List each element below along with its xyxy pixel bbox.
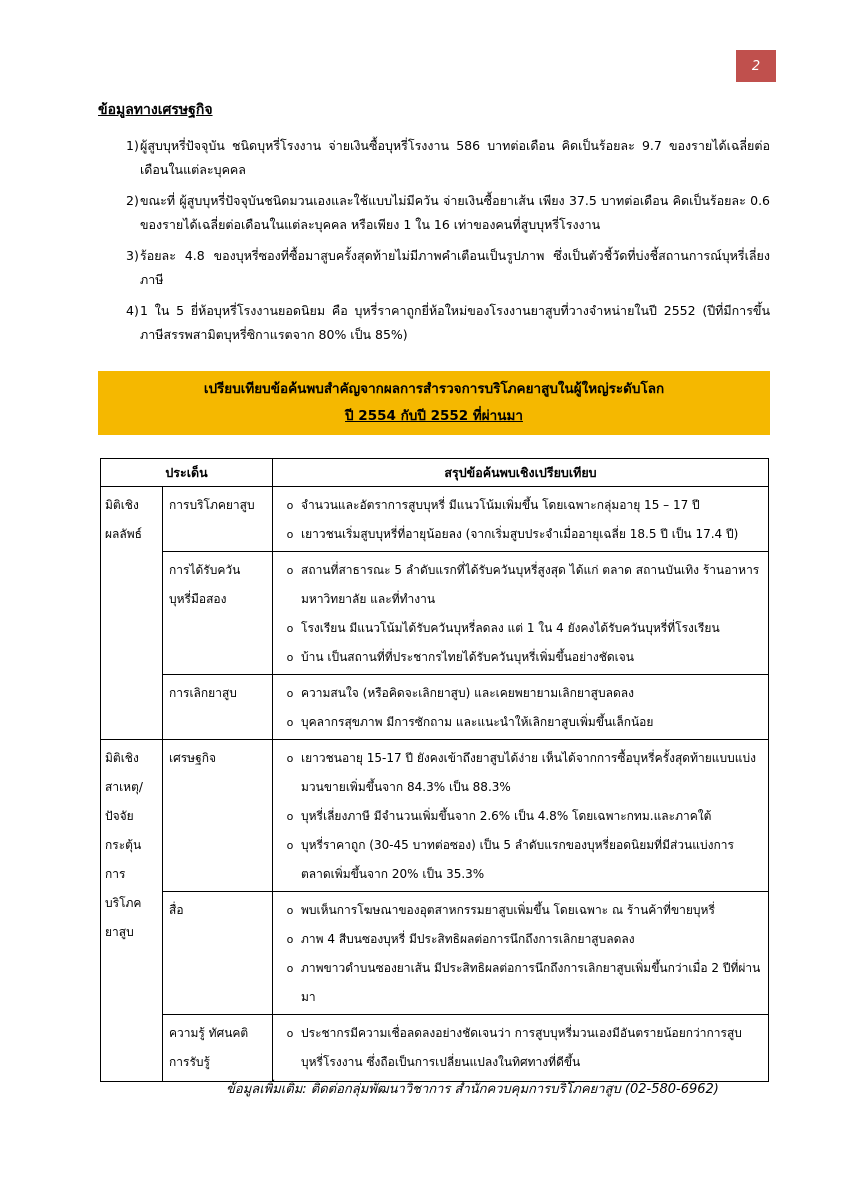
finding-item (279, 802, 762, 831)
comparison-table (100, 458, 769, 1082)
finding-item (279, 1019, 762, 1077)
finding-item (279, 491, 762, 520)
finding-item (279, 614, 762, 643)
bullet-icon: o (286, 564, 294, 577)
bullet-icon: o (286, 839, 294, 852)
bullet-icon: o (286, 716, 294, 729)
bullet-icon: o (286, 622, 294, 635)
table-row (101, 1015, 769, 1082)
finding-text: ประชากรมีความเชื่อลดลงอย่างชัดเจนว่า การสูบบุหรี่มวนเองมีอันตรายน้อยกว่าการสูบบุหรี่โรงงาน ซึ่งถือเป็นการเปลี่ยนแปลงในทิศทางที่ดีขึ้น (301, 1026, 742, 1069)
finding-item (279, 744, 762, 802)
dimension-label-line: มิติเชิง (105, 498, 139, 512)
finding-item (279, 643, 762, 672)
bullet-icon: o (286, 1027, 294, 1040)
dimension-cause-cell (101, 740, 163, 1082)
finding-text: บุหรี่ราคาถูก (30-45 บาทต่อซอง) เป็น 5 ลำดับแรกของบุหรี่ยอดนิยมที่มีส่วนแบ่งการตลาดเพิ่มขึ้นจาก 20% เป็น 35.3% (301, 838, 734, 881)
dimension-label-line: กระตุ้น (105, 838, 142, 852)
page-number: 2 (736, 50, 776, 82)
list-item-number: 4) (126, 303, 139, 318)
findings-cell (273, 740, 769, 892)
table-row (101, 740, 769, 892)
findings-cell (273, 552, 769, 675)
finding-item (279, 954, 762, 1012)
table-row (101, 892, 769, 1015)
topic-label: การเลิกยาสูบ (169, 686, 237, 700)
findings-cell (273, 892, 769, 1015)
finding-text: ความสนใจ (หรือคิดจะเลิกยาสูบ) และเคยพยายามเลิกยาสูบลดลง (301, 686, 634, 700)
topic-label: การบริโภคยาสูบ (169, 498, 255, 512)
dimension-label-line: ยาสูบ (105, 925, 134, 939)
dimension-label-line: มิติเชิง (105, 751, 139, 765)
table-row (101, 487, 769, 552)
table-header-row (101, 459, 769, 487)
finding-text: ภาพขาวดำบนซองยาเส้น มีประสิทธิผลต่อการนึกถึงการเลิกยาสูบเพิ่มขึ้นกว่าเมื่อ 2 ปีที่ผ่านมา (301, 961, 761, 1004)
finding-text: โรงเรียน มีแนวโน้มได้รับควันบุหรี่ลดลง แต่ 1 ใน 4 ยังคงได้รับควันบุหรี่ที่โรงเรียน (301, 621, 720, 635)
table-row (101, 675, 769, 740)
topic-label: บุหรี่มือสอง (169, 592, 227, 606)
bullet-icon: o (286, 904, 294, 917)
banner-title: เปรียบเทียบข้อค้นพบสำคัญจากผลการสำรวจการบริโภคยาสูบในผู้ใหญ่ระดับโลก (203, 381, 665, 397)
findings-cell (273, 1015, 769, 1082)
dimension-label-line: การ (105, 867, 126, 881)
list-item-text: ร้อยละ 4.8 ของบุหรี่ซองที่ซื้อมาสูบครั้งสุดท้ายไม่มีภาพคำเตือนเป็นรูปภาพ ซึ่งเป็นตัวชี้วัดที่บ่งชี้สถานการณ์บุหรี่เลี่ยงภาษี (140, 248, 770, 287)
finding-item (279, 520, 762, 549)
list-item-number: 3) (126, 248, 139, 263)
topic-cell (163, 675, 273, 740)
findings-cell (273, 487, 769, 552)
finding-item (279, 708, 762, 737)
list-item-text: ผู้สูบบุหรี่ปัจจุบัน ชนิดบุหรี่โรงงาน จ่ายเงินซื้อบุหรี่โรงงาน 586 บาทต่อเดือน คิดเป็นร้อยละ 9.7 ของรายได้เฉลี่ยต่อเดือนในแต่ละบุคคล (140, 138, 770, 177)
dimension-label-line: บริโภค (105, 896, 142, 910)
list-item-text: 1 ใน 5 ยี่ห้อบุหรี่โรงงานยอดนิยม คือ บุหรี่ราคาถูกยี่ห้อใหม่ของโรงงานยาสูบที่วางจำหน่ายในปี 2552 (ปีที่มีการขึ้นภาษีสรรพสามิตบุหรี่ซิกาแรตจาก 80% เป็น 85%) (140, 303, 770, 342)
header-issue: ประเด็น (101, 459, 273, 487)
header-summary: สรุปข้อค้นพบเชิงเปรียบเทียบ (273, 459, 769, 487)
finding-item (279, 925, 762, 954)
dimension-outcome-cell (101, 487, 163, 740)
topic-label: เศรษฐกิจ (169, 751, 216, 765)
topic-cell (163, 1015, 273, 1082)
list-item (98, 244, 770, 292)
dimension-label-line: ปัจจัย (105, 809, 134, 823)
finding-text: บุคลากรสุขภาพ มีการซักถาม และแนะนำให้เลิกยาสูบเพิ่มขึ้นเล็กน้อย (301, 715, 654, 729)
topic-cell (163, 487, 273, 552)
bullet-icon: o (286, 752, 294, 765)
finding-text: บุหรี่เลี่ยงภาษี มีจำนวนเพิ่มขึ้นจาก 2.6% เป็น 4.8% โดยเฉพาะกทม.และภาคใต้ (301, 809, 712, 823)
footer-contact-note: ข้อมูลเพิ่มเติม: ติดต่อกลุ่มพัฒนาวิชาการ สำนักควบคุมการบริโภคยาสูบ (02-580-6962) (226, 1082, 719, 1097)
topic-label: การได้รับควัน (169, 563, 241, 577)
bullet-icon: o (286, 810, 294, 823)
economic-list (98, 134, 770, 354)
list-item (98, 299, 770, 347)
bullet-icon: o (286, 528, 294, 541)
finding-text: สถานที่สาธารณะ 5 ลำดับแรกที่ได้รับควันบุหรี่สูงสุด ได้แก่ ตลาด สถานบันเทิง ร้านอาหาร มหาวิทยาลัย และที่ทำงาน (301, 563, 760, 606)
banner-subtitle: ปี 2554 กับปี 2552 ที่ผ่านมา (345, 408, 523, 424)
bullet-icon: o (286, 962, 294, 975)
finding-item (279, 896, 762, 925)
list-item (98, 189, 770, 237)
finding-text: เยาวชนอายุ 15-17 ปี ยังคงเข้าถึงยาสูบได้ง่าย เห็นได้จากการซื้อบุหรี่ครั้งสุดท้ายแบบแบ่งมวนขายเพิ่มขึ้นจาก 84.3% เป็น 88.3% (301, 751, 756, 794)
finding-text: เยาวชนเริ่มสูบบุหรี่ที่อายุน้อยลง (จากเริ่มสูบประจำเมื่ออายุเฉลี่ย 18.5 ปี เป็น 17.4 ปี) (301, 527, 739, 541)
list-item-number: 2) (126, 193, 139, 208)
dimension-label-line: ผลลัพธ์ (105, 527, 142, 541)
economic-section-title: ข้อมูลทางเศรษฐกิจ (98, 102, 213, 118)
findings-cell (273, 675, 769, 740)
comparison-banner (98, 371, 770, 435)
table-row (101, 552, 769, 675)
list-item-number: 1) (126, 138, 139, 153)
finding-text: บ้าน เป็นสถานที่ที่ประชากรไทยได้รับควันบุหรี่เพิ่มขึ้นอย่างชัดเจน (301, 650, 634, 664)
finding-item (279, 831, 762, 889)
list-item (98, 134, 770, 182)
finding-item (279, 556, 762, 614)
dimension-label-line: สาเหตุ/ (105, 780, 143, 794)
bullet-icon: o (286, 499, 294, 512)
topic-cell (163, 740, 273, 892)
finding-text: ภาพ 4 สีบนซองบุหรี่ มีประสิทธิผลต่อการนึกถึงการเลิกยาสูบลดลง (301, 932, 635, 946)
bullet-icon: o (286, 933, 294, 946)
topic-label: สื่อ (169, 903, 184, 917)
finding-text: จำนวนและอัตราการสูบบุหรี่ มีแนวโน้มเพิ่มขึ้น โดยเฉพาะกลุ่มอายุ 15 – 17 ปี (301, 498, 700, 512)
topic-label: ความรู้ ทัศนคติ (169, 1026, 249, 1040)
bullet-icon: o (286, 687, 294, 700)
finding-text: พบเห็นการโฆษณาของอุตสาหกรรมยาสูบเพิ่มขึ้น โดยเฉพาะ ณ ร้านค้าที่ขายบุหรี่ (301, 903, 715, 917)
topic-cell (163, 552, 273, 675)
list-item-text: ขณะที่ ผู้สูบบุหรี่ปัจจุบันชนิดมวนเองและใช้แบบไม่มีควัน จ่ายเงินซื้อยาเส้น เพียง 37.5 บาทต่อเดือน คิดเป็นร้อยละ 0.6 ของรายได้เฉลี่ยต่อเดือนในแต่ละบุคคล หรือเพียง 1 ใน 16 เท่าของคนที่สูบบุหรี่โรงงาน (140, 193, 770, 232)
topic-label: การรับรู้ (169, 1055, 210, 1069)
bullet-icon: o (286, 651, 294, 664)
finding-item (279, 679, 762, 708)
topic-cell (163, 892, 273, 1015)
